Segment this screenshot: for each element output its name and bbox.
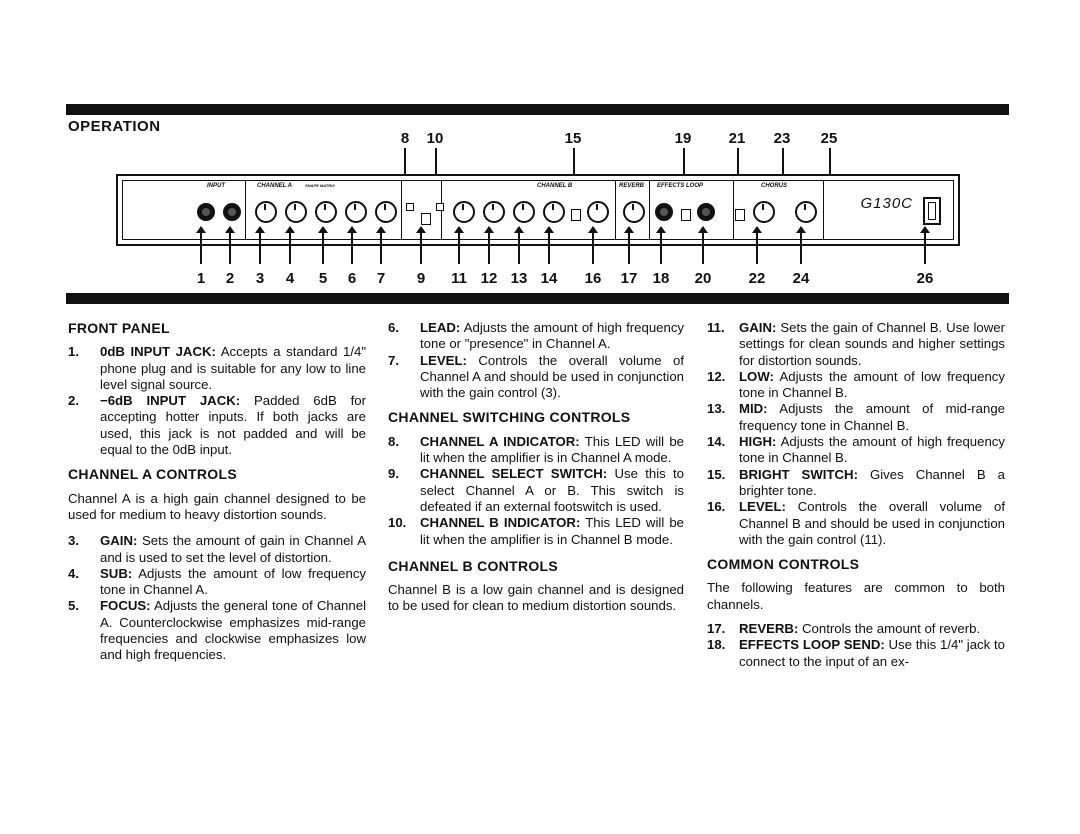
arrow-25 [829,148,831,176]
list-item [707,499,1005,548]
item-text: Use this to select Channel A or B. This switch is defeated if an external footswitch is used. [420,466,684,514]
arrow-7 [380,232,382,264]
arrow-20 [702,232,704,264]
arrow-22 [756,232,758,264]
callout-20: 20 [694,270,712,287]
divider [823,181,824,239]
callout-4: 4 [285,270,295,287]
list-item [388,434,684,467]
list-item [707,637,1005,670]
callout-8: 8 [400,130,410,147]
callout-17: 17 [620,270,638,287]
list-item [707,320,1005,369]
list-item [68,393,366,458]
item-name: LOW: [739,368,774,384]
chorus-switch[interactable] [735,209,745,221]
item-text: Sets the amount of gain in Channel A and is used to set the level of distortion. [100,533,366,565]
callout-19: 19 [674,130,692,147]
item-name: HIGH: [739,434,777,450]
callout-2: 2 [225,270,235,287]
callout-22: 22 [748,270,766,287]
callout-12: 12 [480,270,498,287]
column-1 [68,320,366,664]
arrow-21 [737,148,739,176]
channel-b-intro: Channel B is a low gain channel and is designed to be used for clean to medium distortion sounds. [388,582,684,614]
item-text: Gives Channel B a brighter tone. [739,466,1005,498]
list-item [68,566,366,599]
item-name: REVERB: [739,621,799,637]
arrow-18 [660,232,662,264]
model-name: G130C [860,195,913,212]
common-intro: The following features are common to both channels. [707,580,1005,612]
item-number: 6. [388,320,399,335]
list-item [707,467,1005,500]
list-item [68,344,366,393]
arrow-1 [200,232,202,264]
item-name: GAIN: [739,320,777,335]
channel-a-heading: CHANNEL A CONTROLS [68,466,237,483]
gain-b-knob[interactable] [453,201,475,223]
list-item [388,515,684,548]
list-item [707,401,1005,434]
list-item [388,320,684,353]
callout-15: 15 [564,130,582,147]
item-number: 1. [68,344,79,360]
divider [245,181,246,239]
callout-13: 13 [510,270,528,287]
common-controls-heading: COMMON CONTROLS [707,556,860,573]
callout-18: 18 [652,270,670,287]
label-chorus: CHORUS [761,183,788,189]
effects-send-jack[interactable] [655,203,673,221]
callout-5: 5 [318,270,328,287]
item-number: 8. [388,433,399,449]
item-name: MID: [739,401,768,417]
item-name: BRIGHT SWITCH: [739,466,858,482]
channel-b-led [436,203,444,211]
item-name: CHANNEL B INDICATOR: [420,515,581,531]
item-number: 18. [707,637,726,653]
list-item [388,466,684,515]
callout-6: 6 [347,270,357,287]
item-text: This LED will be lit when the amplifier is in Channel B mode. [420,515,684,547]
item-text: Adjusts the amount of low frequency tone in Channel B. [739,368,1005,401]
arrow-12 [488,232,490,264]
chorus-depth-knob[interactable] [753,201,775,223]
arrow-26 [924,232,926,264]
item-number: 17. [707,621,726,637]
callout-1: 1 [196,270,206,287]
item-name: SUB: [100,565,133,581]
item-number: 14. [707,434,726,450]
item-text: Adjusts the general tone of Channel A. Counterclockwise emphasizes mid-range frequencies and clockwise emphasizes low and high frequencies. [100,598,366,663]
label-input: INPUT [207,183,225,189]
item-name: 0dB INPUT JACK: [100,344,216,360]
sub-knob[interactable] [285,201,307,223]
item-name: EFFECTS LOOP SEND: [739,637,885,653]
label-shape-matrix: SHAPE MATRIX [305,183,335,188]
callout-23: 23 [773,130,791,147]
arrow-13 [518,232,520,264]
gain-a-knob[interactable] [255,201,277,223]
callout-14: 14 [540,270,558,287]
item-name: LEVEL: [739,499,786,515]
divider [615,181,616,239]
label-channel-a: CHANNEL A [257,183,293,189]
level-b-knob[interactable] [587,201,609,223]
channel-select-switch[interactable] [421,213,431,225]
arrow-11 [458,232,460,264]
item-text: Controls the overall volume of Channel B and should be used in conjunction with the gain control (11). [739,499,1006,547]
callout-21: 21 [728,130,746,147]
arrow-4 [289,232,291,264]
focus-knob[interactable] [315,201,337,223]
item-text: Adjusts the amount of high frequency tone in Channel B. [739,434,1005,466]
item-number: 13. [707,401,726,417]
label-effects-loop: EFFECTS LOOP [657,183,704,189]
divider [733,181,734,239]
chorus-rate-knob[interactable] [795,201,817,223]
channel-a-led [406,203,414,211]
callout-11: 11 [451,270,467,287]
input-jack-6db[interactable] [223,203,241,221]
divider [649,181,650,239]
item-number: 10. [388,515,407,531]
item-text: Controls the amount of reverb. [802,621,981,637]
list-item [707,369,1005,402]
lead-knob[interactable] [345,201,367,223]
effects-return-jack[interactable] [697,203,715,221]
bright-switch[interactable] [571,209,581,221]
item-number: 11. [707,320,725,335]
item-text: Padded 6dB for accepting hotter inputs. If both jacks are used, this jack is not padded and will be equal to the 0dB input. [100,393,366,458]
level-a-knob[interactable] [375,201,397,223]
callout-26: 26 [916,270,934,287]
item-name: −6dB INPUT JACK: [100,393,241,409]
item-number: 4. [68,565,79,581]
arrow-16 [592,232,594,264]
callout-16: 16 [584,270,602,287]
mid-knob[interactable] [513,201,535,223]
effects-level-switch[interactable] [681,209,691,221]
top-rule [66,104,1009,115]
arrow-24 [800,232,802,264]
item-number: 7. [388,352,399,368]
item-text: Use this 1/4" jack to connect to the input of an ex- [739,637,1005,669]
list-item [707,434,1005,467]
reverb-knob[interactable] [623,201,645,223]
item-number: 5. [68,598,79,614]
channel-switching-heading: CHANNEL SWITCHING CONTROLS [388,409,631,426]
list-item [388,353,684,402]
low-knob[interactable] [483,201,505,223]
column-3 [707,320,1005,670]
channel-b-heading: CHANNEL B CONTROLS [388,557,559,574]
list-item [707,621,1005,637]
label-reverb: REVERB [619,183,645,189]
power-switch[interactable] [923,197,941,225]
item-number: 2. [68,393,79,409]
item-name: CHANNEL A INDICATOR: [420,433,580,449]
item-number: 9. [388,466,399,482]
list-item [68,598,366,663]
front-panel-heading: FRONT PANEL [68,320,170,336]
item-text: Sets the gain of Channel B. Use lower settings for clean sounds and higher settings for distortion sounds. [739,320,1005,368]
amp-front-panel [116,174,960,246]
channel-a-intro: Channel A is a high gain channel designed to be used for medium to heavy distortion sounds. [68,490,366,522]
callout-3: 3 [255,270,265,287]
arrow-14 [548,232,550,264]
arrow-6 [351,232,353,264]
arrow-17 [628,232,630,264]
item-name: LEVEL: [420,352,467,368]
bottom-rule [66,293,1009,304]
high-knob[interactable] [543,201,565,223]
item-name: GAIN: [100,533,138,549]
item-name: LEAD: [420,320,461,335]
list-item [68,533,366,566]
callout-25: 25 [820,130,838,147]
operation-heading: OPERATION [68,118,161,135]
item-text: Adjusts the amount of low frequency tone in Channel A. [100,565,367,598]
callout-9: 9 [416,270,426,287]
item-number: 12. [707,368,726,384]
callout-7: 7 [376,270,386,287]
input-jack-0db[interactable] [197,203,215,221]
manual-page [66,0,1016,735]
item-name: FOCUS: [100,598,151,614]
label-channel-b: CHANNEL B [537,183,573,189]
arrow-3 [259,232,261,264]
callout-10: 10 [426,130,444,147]
arrow-9 [420,232,422,264]
item-text: Controls the overall volume of Channel A and should be used in conjunction with the gain control (3). [420,352,684,401]
item-number: 16. [707,499,726,515]
item-number: 15. [707,466,726,482]
item-text: Adjusts the amount of mid-range frequency tone in Channel B. [739,401,1005,433]
arrow-2 [229,232,231,264]
divider [401,181,402,239]
arrow-5 [322,232,324,264]
item-name: CHANNEL SELECT SWITCH: [420,466,608,482]
item-text: This LED will be lit when the amplifier is in Channel A mode. [420,433,684,466]
callout-24: 24 [792,270,810,287]
item-text: Accepts a standard 1/4" phone plug and is suitable for any low to line level signal source. [100,344,367,392]
item-number: 3. [68,533,79,549]
item-text: Adjusts the amount of high frequency tone or "presence" in Channel A. [420,320,685,352]
column-2 [388,320,684,615]
